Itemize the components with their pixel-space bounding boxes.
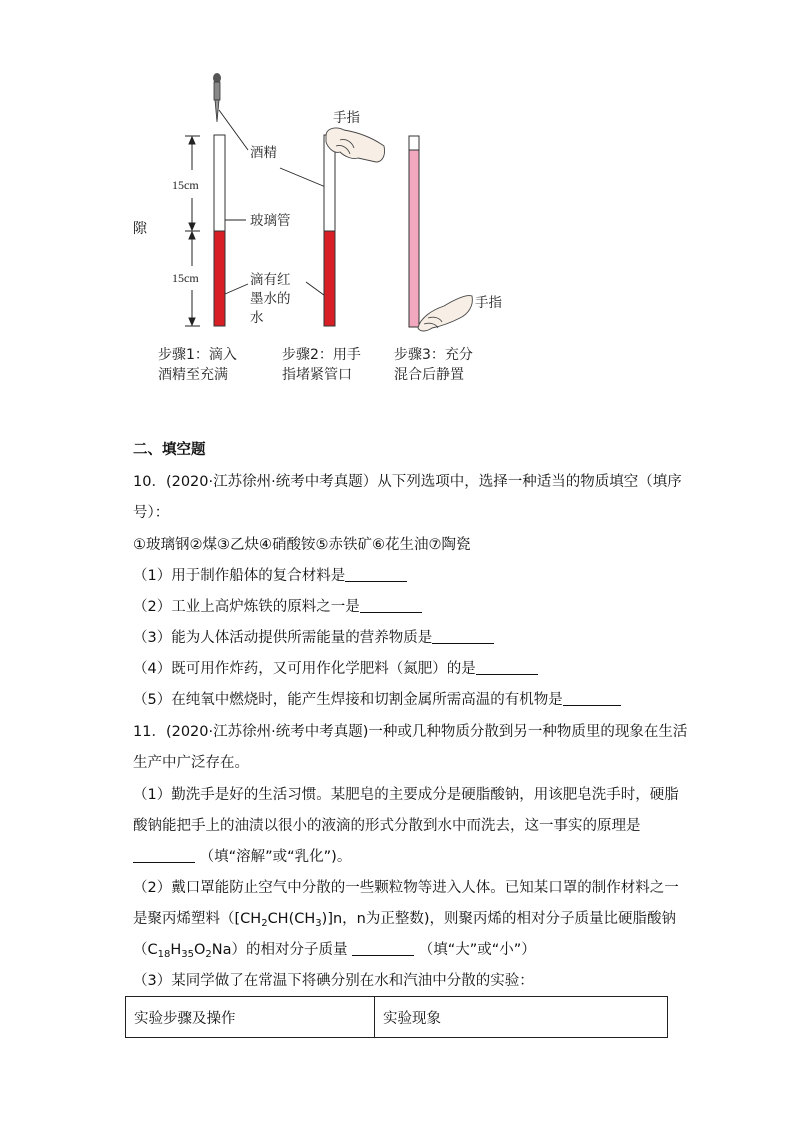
answer-blank[interactable] <box>360 597 422 613</box>
answer-blank[interactable] <box>352 940 414 956</box>
answer-blank[interactable] <box>133 847 195 863</box>
q10-item-2-text: （2）工业上高炉炼铁的原料之一是 <box>133 599 360 615</box>
q11-p2-line2-c: )]n，n为正整数)，则聚丙烯的相对分子质量比硬脂酸钠 <box>321 911 677 927</box>
q11-p2-line2 <box>133 909 676 934</box>
q11-p2-line3 <box>133 940 536 965</box>
q10-item-4 <box>133 659 538 679</box>
hand-icon-bottom <box>418 296 472 331</box>
answer-blank[interactable] <box>345 566 407 582</box>
q10-item-2 <box>133 597 422 617</box>
caption-step2-line1: 步骤2：用手 <box>282 347 361 363</box>
q11-stem-line1: 11．(2020·江苏徐州·统考中考真题)一种或几种物质分散到另一种物质里的现象在生活 <box>133 724 688 740</box>
label-finger-top: 手指 <box>333 110 360 126</box>
table-header-row <box>126 997 668 1038</box>
caption-step1-line2: 酒精至充满 <box>158 367 228 383</box>
label-red-water-2: 墨水的 <box>250 291 291 307</box>
caption-step2-line2: 指堵紧管口 <box>282 367 352 383</box>
q11-p2-line3-a: （C <box>133 942 158 958</box>
label-red-water-3: 水 <box>250 310 264 326</box>
table-header-phenomena: 实验现象 <box>375 997 668 1038</box>
q11-p2-line2-b: CH(CH <box>267 911 316 927</box>
q11-p1-line3 <box>133 847 351 867</box>
q11-p1-line3-text: （填“溶解”或“乳化”)。 <box>199 849 352 865</box>
label-glass-tube: 玻璃管 <box>250 213 291 229</box>
dropper-icon <box>213 73 221 122</box>
q11-p2-line3-sub3: 2 <box>205 949 212 960</box>
q10-item-3-text: （3）能为人体活动提供所需能量的营养物质是 <box>133 630 433 646</box>
q11-stem-line2: 生产中广泛存在。 <box>133 755 249 771</box>
answer-blank[interactable] <box>432 628 494 644</box>
label-alcohol: 酒精 <box>250 145 277 161</box>
q10-item-4-text: （4）既可用作炸药，又可用作化学肥料（氮肥）的是 <box>133 661 476 677</box>
red-water-tube1 <box>214 231 225 326</box>
q10-item-1-text: （1）用于制作船体的复合材料是 <box>133 568 346 584</box>
red-water-tube2 <box>324 231 335 326</box>
q10-item-1 <box>133 566 407 586</box>
q11-p2-line3-e: （填“大”或“小”） <box>418 942 536 958</box>
q11-p2-line2-sub1: 2 <box>261 918 268 929</box>
q10-item-5-text: （5）在纯氧中燃烧时，能产生焊接和切割金属所需高温的有机物是 <box>133 692 563 708</box>
tube-step3 <box>409 136 419 327</box>
q10-item-5 <box>133 690 621 710</box>
tube-step2 <box>324 135 335 326</box>
q11-p2-line3-b: H <box>170 942 182 958</box>
q10-stem-line1: 10．(2020·江苏徐州·统考中考真题）从下列选项中，选择一种适当的物质填空（填序 <box>133 474 682 490</box>
caption-step1-line1: 步骤1：滴入 <box>158 347 237 363</box>
mixed-liquid-tube3 <box>409 150 419 327</box>
q11-p1-line1: （1）勤洗手是好的生活习惯。某肥皂的主要成分是硬脂酸钠，用该肥皂洗手时，硬脂 <box>133 787 679 803</box>
label-red-water-1: 滴有红 <box>250 272 291 288</box>
q11-p2-line3-sub1: 18 <box>157 949 171 960</box>
leader-lines <box>219 110 328 298</box>
q11-p1-line2: 酸钠能把手上的油渍以很小的液滴的形式分散到水中而洗去，这一事实的原理是 <box>133 818 641 834</box>
q11-p2-line3-c: O <box>194 942 206 958</box>
experiment-figure <box>130 70 502 400</box>
q11-p2-line2-sub2: 3 <box>315 918 322 929</box>
q11-p2-line1: （2）戴口罩能防止空气中分散的一些颗粒物等进入人体。已知某口罩的制作材料之一 <box>133 880 679 896</box>
tube-step1 <box>214 135 225 326</box>
q10-item-3 <box>133 628 494 648</box>
dim-label-lower: 15cm <box>172 271 199 285</box>
answer-blank[interactable] <box>476 659 538 675</box>
q10-options: ①玻璃钢②煤③乙炔④硝酸铵⑤赤铁矿⑥花生油⑦陶瓷 <box>133 537 471 553</box>
caption-step3-line2: 混合后静置 <box>394 367 464 383</box>
label-finger-bottom: 手指 <box>475 295 502 311</box>
q11-p2-line3-sub2: 35 <box>181 949 194 960</box>
section-title: 二、填空题 <box>133 442 206 458</box>
q11-p3-line1: （3）某同学做了在常温下将碘分别在水和汽油中分散的实验： <box>133 973 534 989</box>
figure-side-char: 隙 <box>133 221 147 237</box>
experiment-table <box>125 996 668 1038</box>
q10-stem-line2: 号）： <box>133 505 170 521</box>
q11-p2-line3-d: Na）的相对分子质量 <box>211 942 348 958</box>
table-header-steps: 实验步骤及操作 <box>126 997 375 1038</box>
dim-label-upper: 15cm <box>172 178 199 192</box>
caption-step3-line1: 步骤3：充分 <box>394 347 473 363</box>
dimension-marks <box>185 136 200 326</box>
q11-p2-line2-a: 是聚丙烯塑料（[CH <box>133 911 262 927</box>
answer-blank[interactable] <box>563 690 621 706</box>
